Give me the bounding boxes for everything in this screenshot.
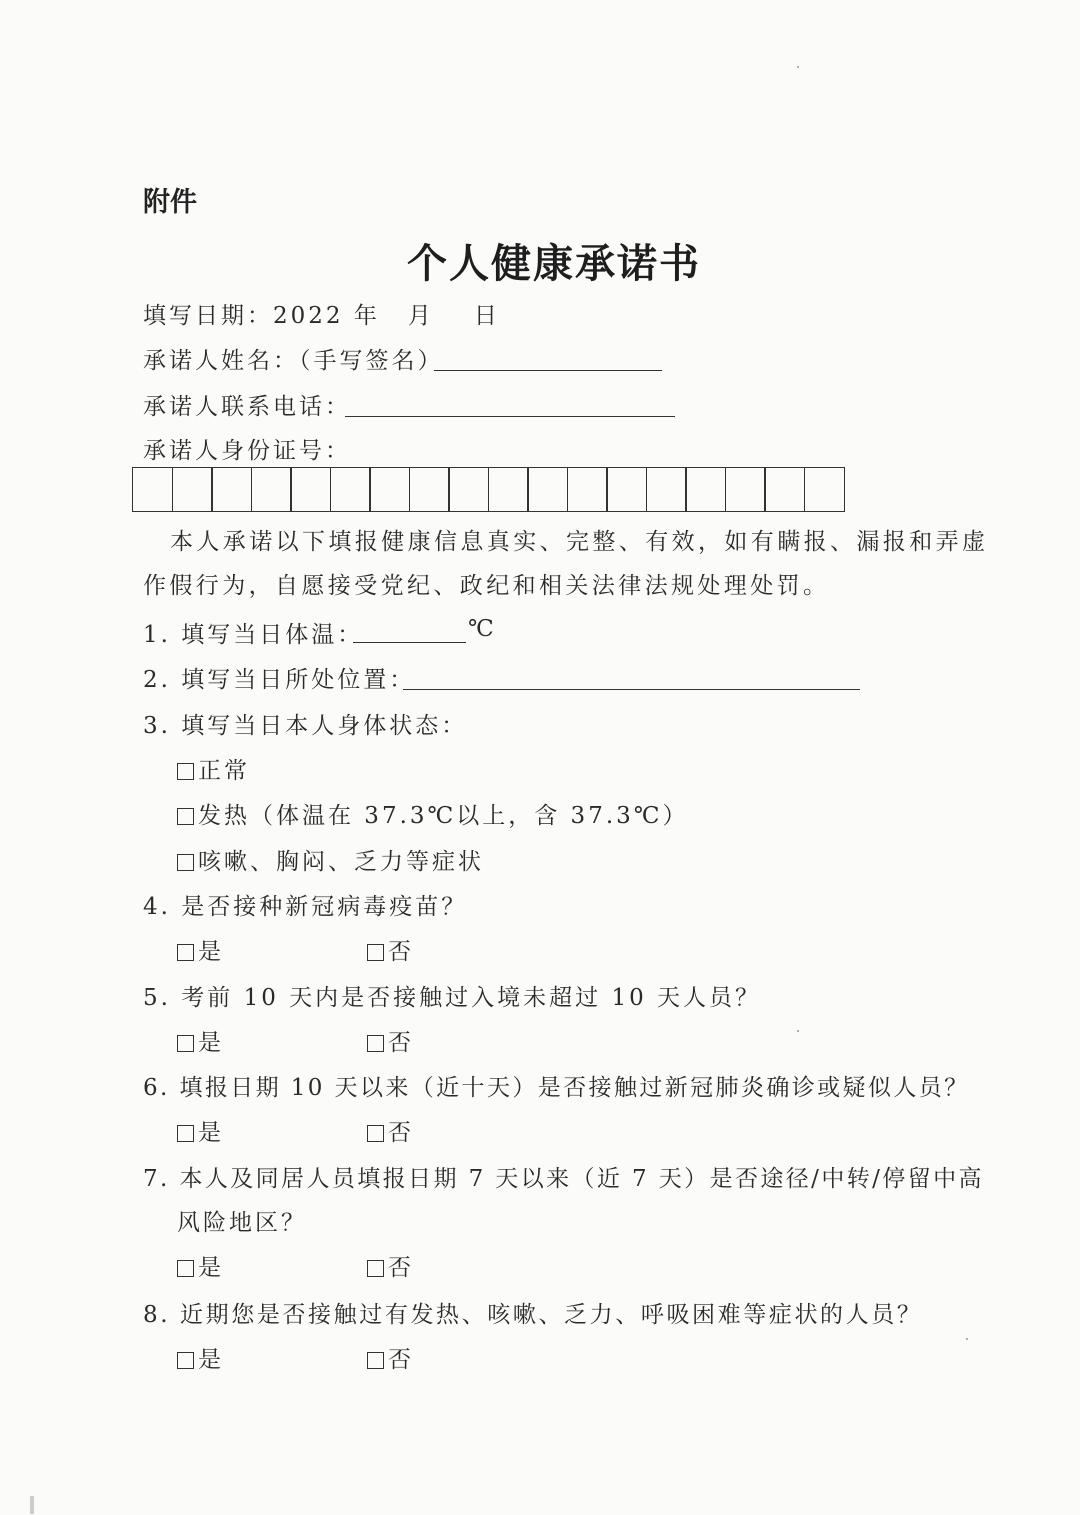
- checkbox-icon[interactable]: [367, 1035, 384, 1052]
- q5-no-label: 否: [388, 1030, 414, 1056]
- page-title: 个人健康承诺书: [407, 240, 701, 287]
- id-digit-cell[interactable]: [764, 467, 805, 512]
- q7-no-label: 否: [388, 1255, 414, 1281]
- q6-option-yes[interactable]: [177, 1114, 224, 1147]
- checkbox-icon[interactable]: [367, 1125, 384, 1142]
- checkbox-icon[interactable]: [367, 944, 384, 961]
- id-digit-cell[interactable]: [725, 467, 766, 512]
- fill-date-row: [143, 297, 500, 330]
- checkbox-icon[interactable]: [177, 1035, 194, 1052]
- fill-date-day: 日: [473, 303, 500, 329]
- id-digit-cell[interactable]: [409, 467, 450, 512]
- temperature-input-line[interactable]: [353, 624, 466, 643]
- q8-option-no[interactable]: [367, 1341, 414, 1374]
- name-label: 承诺人姓名：（手写签名）: [143, 348, 444, 374]
- id-digit-cell[interactable]: [369, 467, 410, 512]
- q3-option-fever[interactable]: [177, 797, 689, 830]
- q4-no-label: 否: [388, 939, 414, 965]
- checkbox-icon[interactable]: [177, 1125, 194, 1142]
- fill-date-month: 月: [407, 303, 434, 329]
- checkbox-icon[interactable]: [177, 854, 194, 871]
- statement-line-1: 本人承诺以下填报健康信息真实、完整、有效，如有瞒报、漏报和弄虚: [170, 529, 989, 555]
- checkbox-icon[interactable]: [177, 763, 194, 780]
- checkbox-icon[interactable]: [367, 1260, 384, 1277]
- id-digit-cell[interactable]: [488, 467, 529, 512]
- id-row: [143, 432, 351, 465]
- id-digit-cell[interactable]: [646, 467, 687, 512]
- q4-option-yes[interactable]: [177, 933, 224, 966]
- id-digit-cell[interactable]: [330, 467, 371, 512]
- q8-option-yes[interactable]: [177, 1341, 224, 1374]
- q6-yes-label: 是: [198, 1120, 224, 1146]
- q3-option-symptoms[interactable]: [177, 843, 484, 876]
- id-digit-cell[interactable]: [527, 467, 568, 512]
- id-digit-cell[interactable]: [685, 467, 726, 512]
- name-signature-line[interactable]: [434, 352, 662, 371]
- q7-yes-label: 是: [198, 1255, 224, 1281]
- temperature-unit: ℃: [468, 616, 497, 642]
- id-digit-cell[interactable]: [448, 467, 489, 512]
- scan-edge-mark: [30, 1496, 34, 1514]
- id-digit-cell[interactable]: [606, 467, 647, 512]
- phone-input-line[interactable]: [345, 398, 675, 417]
- question-7-label-line-1: 7. 本人及同居人员填报日期 7 天以来（近 7 天）是否途径/中转/停留中高: [143, 1166, 984, 1192]
- q4-option-no[interactable]: [367, 933, 414, 966]
- q3-option-normal-label: 正常: [198, 758, 250, 784]
- id-digit-cell[interactable]: [251, 467, 292, 512]
- fill-date-year: 2022 年: [273, 303, 380, 329]
- q6-option-no[interactable]: [367, 1114, 414, 1147]
- statement-line-2: 作假行为，自愿接受党纪、政纪和相关法律法规处理处罚。: [143, 573, 830, 599]
- id-digit-cell[interactable]: [290, 467, 331, 512]
- q5-option-yes[interactable]: [177, 1024, 224, 1057]
- question-7-label-line-2: 风险地区？: [177, 1210, 307, 1236]
- question-6-label: 6. 填报日期 10 天以来（近十天）是否接触过新冠肺炎确诊或疑似人员？: [143, 1075, 970, 1101]
- question-3-label: 3. 填写当日本人身体状态：: [143, 713, 468, 739]
- id-label: 承诺人身份证号：: [143, 438, 351, 464]
- question-2: [143, 661, 415, 694]
- id-number-grid: [132, 467, 845, 512]
- q5-yes-label: 是: [198, 1030, 224, 1056]
- question-8-label: 8. 近期您是否接触过有发热、咳嗽、乏力、呼吸困难等症状的人员？: [143, 1302, 923, 1328]
- checkbox-icon[interactable]: [177, 944, 194, 961]
- question-1-label: 1. 填写当日体温：: [143, 622, 364, 648]
- id-digit-cell[interactable]: [567, 467, 608, 512]
- scan-speck: [797, 1030, 799, 1032]
- scan-speck: [966, 1338, 968, 1340]
- question-5-label: 5. 考前 10 天内是否接触过入境未超过 10 天人员？: [143, 985, 762, 1011]
- question-4-label: 4. 是否接种新冠病毒疫苗？: [143, 894, 468, 920]
- q4-yes-label: 是: [198, 939, 224, 965]
- phone-row: [143, 388, 351, 421]
- location-input-line[interactable]: [403, 671, 860, 690]
- q8-no-label: 否: [388, 1347, 414, 1373]
- phone-label: 承诺人联系电话：: [143, 394, 351, 420]
- q3-option-fever-label: 发热（体温在 37.3℃以上，含 37.3℃）: [198, 803, 689, 829]
- checkbox-icon[interactable]: [367, 1352, 384, 1369]
- q7-option-no[interactable]: [367, 1249, 414, 1282]
- fill-date-label: 填写日期：: [143, 303, 273, 329]
- checkbox-icon[interactable]: [177, 1260, 194, 1277]
- question-1: [143, 616, 363, 649]
- name-row: [143, 342, 444, 375]
- q3-option-normal[interactable]: [177, 752, 250, 785]
- q6-no-label: 否: [388, 1120, 414, 1146]
- id-digit-cell[interactable]: [172, 467, 213, 512]
- q8-yes-label: 是: [198, 1347, 224, 1373]
- scan-speck: [797, 66, 799, 68]
- checkbox-icon[interactable]: [177, 1352, 194, 1369]
- q5-option-no[interactable]: [367, 1024, 414, 1057]
- id-digit-cell[interactable]: [132, 467, 173, 512]
- question-2-label: 2. 填写当日所处位置：: [143, 667, 416, 693]
- id-digit-cell[interactable]: [211, 467, 252, 512]
- id-digit-cell[interactable]: [804, 467, 845, 512]
- annex-label: 附件: [143, 187, 197, 218]
- q7-option-yes[interactable]: [177, 1249, 224, 1282]
- q3-option-symptoms-label: 咳嗽、胸闷、乏力等症状: [198, 849, 484, 875]
- checkbox-icon[interactable]: [177, 808, 194, 825]
